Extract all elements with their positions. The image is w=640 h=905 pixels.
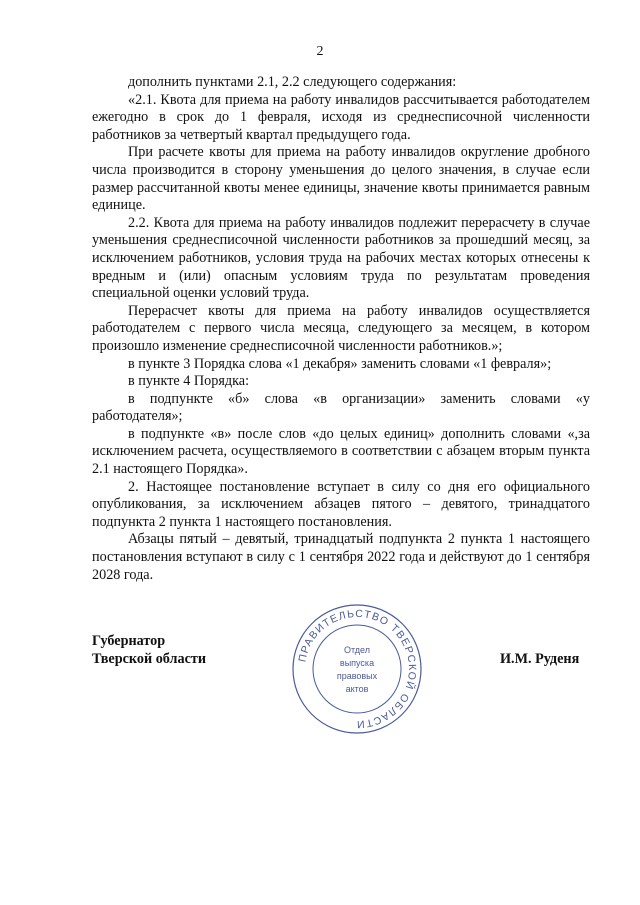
signatory-title-line: Тверской области (92, 651, 207, 667)
stamp-outer-ring (293, 605, 421, 733)
paragraph: 2. Настоящее постановление вступает в силу со дня его официального опубликования, за исключением абзацев пятого – девятого, тринадцатого подпункта 2 пункта 1 настоящего постановления. (92, 478, 590, 530)
paragraph: «2.1. Квота для приема на работу инвалидов рассчитывается работодателем ежегодно в срок до 1 февраля, исходя из среднесписочной численности работников за четвертый квартал предыдущего года. (92, 91, 590, 143)
stamp-center-text (337, 645, 378, 694)
stamp-inner-ring (313, 625, 401, 713)
stamp-center-line: выпуска (339, 658, 375, 668)
signatory-title (92, 632, 206, 668)
paragraph: в пункте 4 Порядка: (128, 373, 250, 390)
signatory-name: И.М. Руденя (500, 651, 580, 667)
paragraph: дополнить пунктами 2.1, 2.2 следующего содержания: (128, 74, 457, 90)
document-body (92, 74, 590, 584)
paragraph: Перерасчет квоты для приема на работу инвалидов осуществляется работодателем с первого числа месяца, следующего за месяцем, в котором произошло изменение среднесписочной численности работников.»; (92, 302, 590, 354)
page-number: 2 (316, 44, 324, 59)
stamp-center-line: правовых (336, 671, 378, 681)
paragraph: в подпункте «в» после слов «до целых единиц» дополнить словами «,за исключением расчета, осуществляемого в соответствии с абзацем вторым пункта 2.1 настоящего Порядка». (92, 425, 590, 478)
paragraph: Абзацы пятый – девятый, тринадцатый подпункта 2 пункта 1 настоящего постановления вступают в силу с 1 сентября 2022 года и действуют до 1 сентября 2028 года. (92, 531, 590, 583)
paragraph: 2.2. Квота для приема на работу инвалидов подлежит перерасчету в случае уменьшения среднесписочной численности работников за прошедший месяц, за исключением работников, условия труда на рабочих местах которых отнесены к вредным и (или) опасным условиям труда по результатам проведения специальной оценки условий труда. (92, 214, 590, 302)
signatory-title-line: Губернатор (92, 633, 166, 649)
official-stamp (290, 602, 424, 736)
paragraph: При расчете квоты для приема на работу инвалидов округление дробного числа производится в сторону уменьшения до целого значения, в случае если размер рассчитанной квоты менее единицы, значение квоты принимается равным единице. (92, 144, 590, 214)
paragraph: в подпункте «б» слова «в организации» заменить словами «у работодателя»; (92, 390, 590, 425)
stamp-center-line: Отдел (343, 645, 371, 655)
stamp-center-line: актов (345, 684, 369, 694)
paragraph: в пункте 3 Порядка слова «1 декабря» заменить словами «1 февраля»; (128, 355, 552, 372)
stamp-ring-text: ПРАВИТЕЛЬСТВО ТВЕРСКОЙ ОБЛАСТИ (296, 607, 419, 731)
